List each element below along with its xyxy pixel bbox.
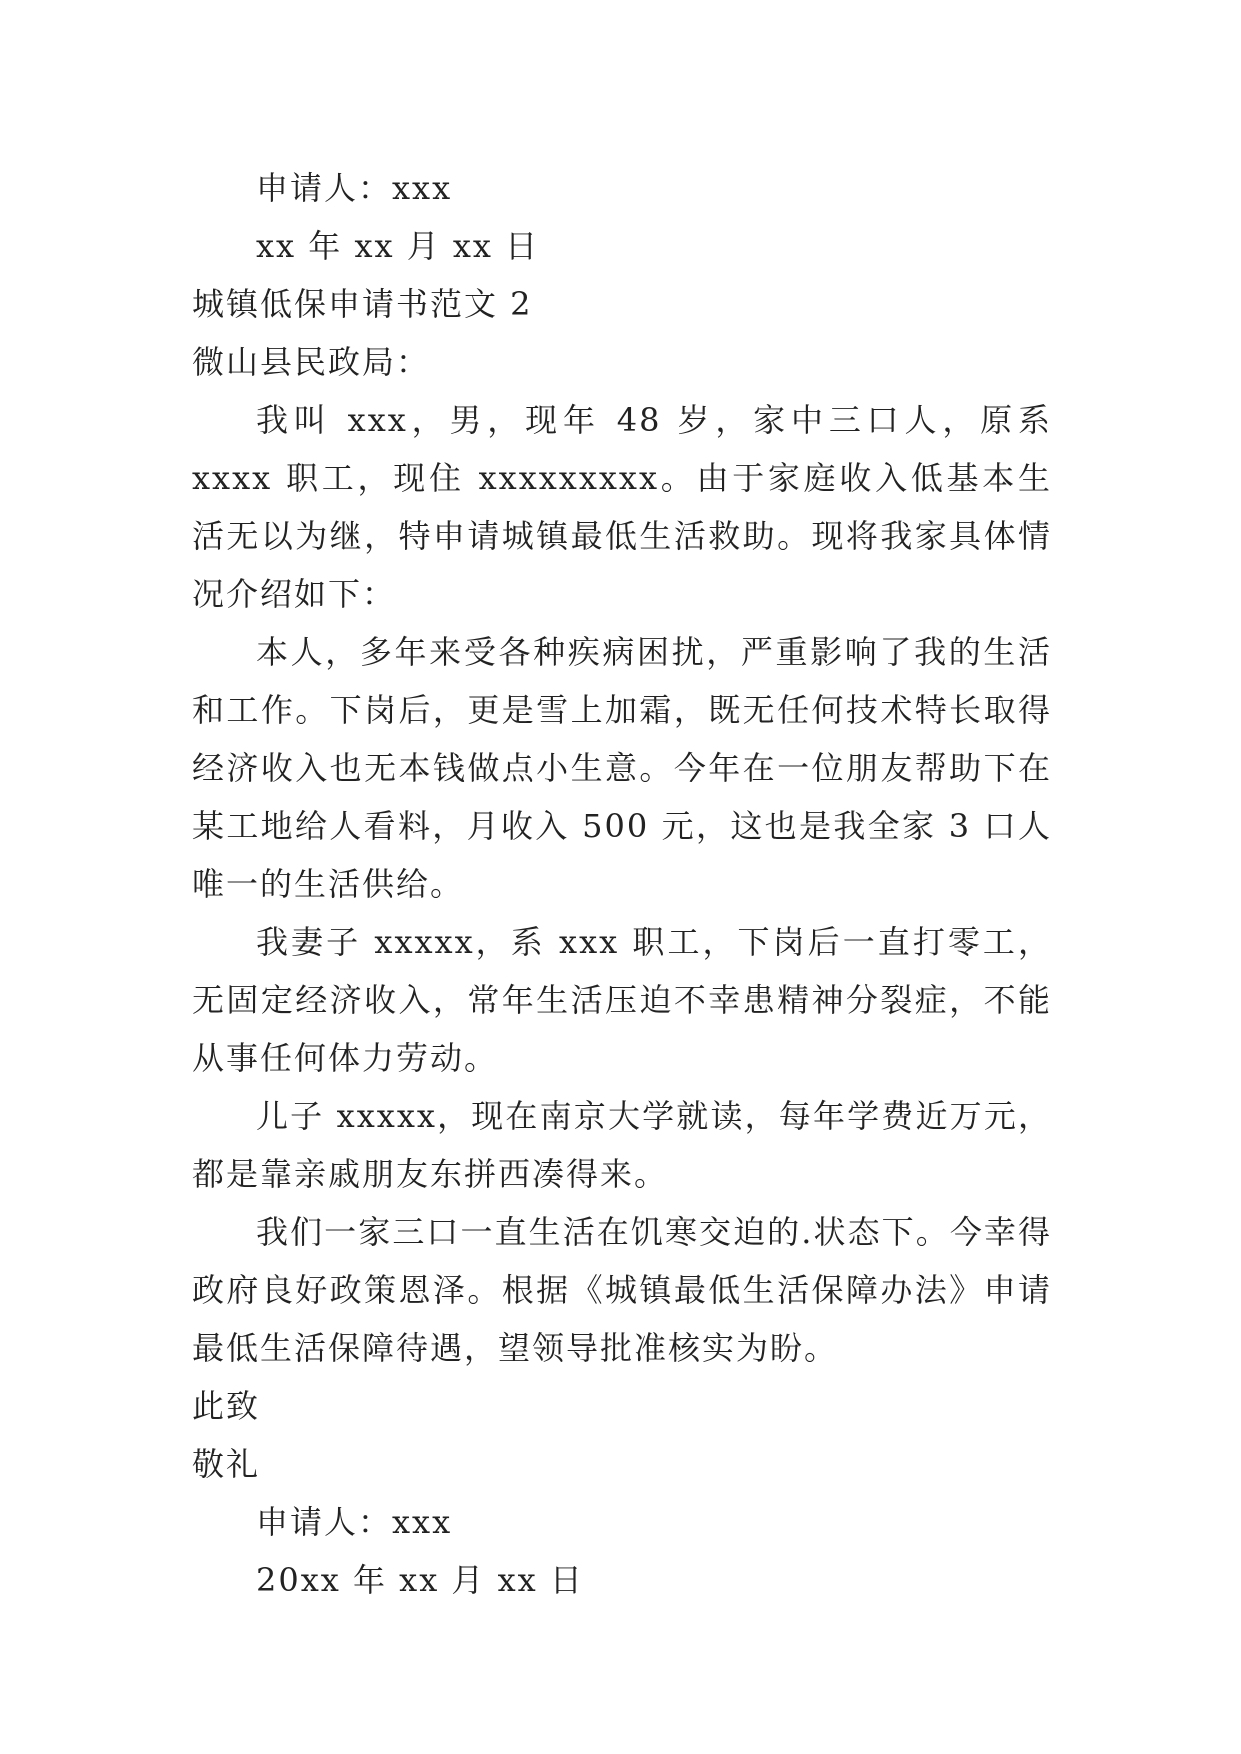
paragraph-self: 本人，多年来受各种疾病困扰，严重影响了我的生活和工作。下岗后，更是雪上加霜，既无任何技术特长取得经济收入也无本钱做点小生意。今年在一位朋友帮助下在某工地给人看料，月收入 500 元，这也是我全家 3 口人唯一的生活供给。 xyxy=(192,633,1052,903)
applicant-signature-1: 申请人：xxx xyxy=(256,169,453,207)
addressee: 微山县民政局： xyxy=(192,343,431,381)
document-title: 城镇低保申请书范文 2 xyxy=(192,285,533,323)
document-body xyxy=(192,159,1052,1609)
paragraph-son: 儿子 xxxxx，现在南京大学就读，每年学费近万元，都是靠亲戚朋友东拼西凑得来。 xyxy=(192,1097,1052,1193)
paragraph-request: 我们一家三口一直生活在饥寒交迫的.状态下。今幸得政府良好政策恩泽。根据《城镇最低生活保障办法》申请最低生活保障待遇，望领导批准核实为盼。 xyxy=(192,1213,1052,1367)
applicant-signature-2: 申请人：xxx xyxy=(256,1503,453,1541)
paragraph-introduction: 我叫 xxx，男，现年 48 岁，家中三口人，原系 xxxx 职工，现住 xxxxxxxxx。由于家庭收入低基本生活无以为继，特申请城镇最低生活救助。现将我家具体情况介绍如下： xyxy=(192,401,1052,613)
signature-date-2: 20xx 年 xx 月 xx 日 xyxy=(256,1561,584,1599)
closing-salutation: 此致 xyxy=(192,1387,261,1425)
signature-date-1: xx 年 xx 月 xx 日 xyxy=(256,227,540,265)
closing-regards: 敬礼 xyxy=(192,1445,261,1483)
paragraph-wife: 我妻子 xxxxx，系 xxx 职工，下岗后一直打零工，无固定经济收入，常年生活压迫不幸患精神分裂症，不能从事任何体力劳动。 xyxy=(192,923,1052,1077)
